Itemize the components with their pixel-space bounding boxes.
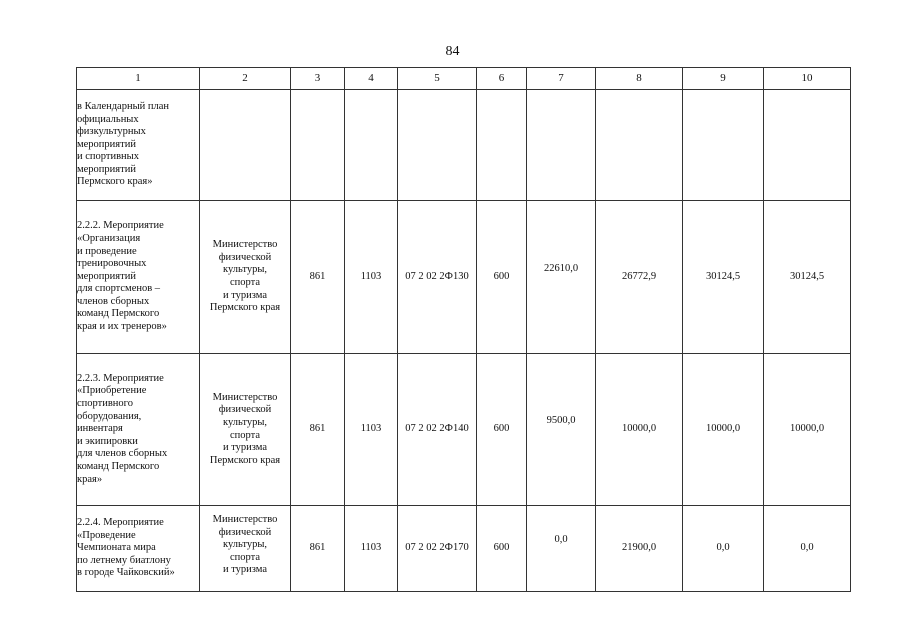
- cell-col-4: 1103: [345, 201, 398, 354]
- cell-col-7-value: 22610,0: [543, 262, 579, 274]
- cell-col-7: [527, 90, 596, 201]
- cell-col-3: 861: [291, 506, 345, 592]
- table-row: [77, 506, 851, 592]
- cell-col-5: [398, 90, 477, 201]
- cell-col-10: 10000,0: [764, 354, 851, 506]
- cell-col-3: 861: [291, 354, 345, 506]
- table-row: [77, 90, 851, 201]
- org-cell: [200, 201, 291, 354]
- cell-col-8: 10000,0: [596, 354, 683, 506]
- column-header-2: 2: [200, 68, 291, 90]
- cell-col-8: [596, 90, 683, 201]
- org-cell: [200, 354, 291, 506]
- cell-col-7-value: 0,0: [554, 534, 568, 546]
- cell-col-3: 861: [291, 201, 345, 354]
- activity-name-cell: [77, 506, 200, 592]
- cell-col-7: [527, 201, 596, 354]
- column-header-1: 1: [77, 68, 200, 90]
- cell-col-10: 0,0: [764, 506, 851, 592]
- org-cell: [200, 90, 291, 201]
- cell-col-9: 0,0: [683, 506, 764, 592]
- responsible-org: Министерство физической культуры, спорта и туризма Пермского края: [209, 391, 281, 466]
- cell-col-5: 07 2 02 2Ф130: [398, 201, 477, 354]
- column-header-9: 9: [683, 68, 764, 90]
- cell-col-9: 10000,0: [683, 354, 764, 506]
- cell-col-6: 600: [477, 506, 527, 592]
- cell-col-7-value: 9500,0: [546, 415, 576, 427]
- column-header-7: 7: [527, 68, 596, 90]
- column-header-6: 6: [477, 68, 527, 90]
- activity-name: 2.2.2. Мероприятие «Организация и проведение тренировочных мероприятий для спортсменов – членов сборных команд Пермского края и их тренеров»: [77, 220, 167, 333]
- activity-name: 2.2.3. Мероприятие «Приобретение спортивного оборудования, инвентаря и экипировки для членов сборных команд Пермского края»: [77, 372, 168, 485]
- cell-col-3: [291, 90, 345, 201]
- cell-col-7: [527, 354, 596, 506]
- cell-col-9: 30124,5: [683, 201, 764, 354]
- budget-table: [76, 67, 851, 592]
- responsible-org: Министерство физической культуры, спорта и туризма: [212, 514, 278, 576]
- cell-col-10: [764, 90, 851, 201]
- column-header-8: 8: [596, 68, 683, 90]
- header-row: [77, 68, 851, 90]
- activity-name-cell: [77, 90, 200, 201]
- activity-name: в Календарный план официальных физкультурных мероприятий и спортивных мероприятий Пермского края»: [77, 100, 170, 188]
- column-header-5: 5: [398, 68, 477, 90]
- cell-col-9: [683, 90, 764, 201]
- table-row: [77, 354, 851, 506]
- activity-name-cell: [77, 354, 200, 506]
- responsible-org: Министерство физической культуры, спорта и туризма Пермского края: [209, 239, 281, 314]
- cell-col-8: 21900,0: [596, 506, 683, 592]
- activity-name: 2.2.4. Мероприятие «Проведение Чемпионата мира по летнему биатлону в городе Чайковский»: [77, 517, 175, 579]
- cell-col-4: [345, 90, 398, 201]
- cell-col-5: 07 2 02 2Ф170: [398, 506, 477, 592]
- cell-col-5: 07 2 02 2Ф140: [398, 354, 477, 506]
- cell-col-6: 600: [477, 201, 527, 354]
- column-header-4: 4: [345, 68, 398, 90]
- table-row: [77, 201, 851, 354]
- activity-name-cell: [77, 201, 200, 354]
- column-header-3: 3: [291, 68, 345, 90]
- page-number: 84: [445, 44, 460, 59]
- cell-col-6: 600: [477, 354, 527, 506]
- org-cell: [200, 506, 291, 592]
- cell-col-4: 1103: [345, 354, 398, 506]
- cell-col-6: [477, 90, 527, 201]
- cell-col-10: 30124,5: [764, 201, 851, 354]
- cell-col-4: 1103: [345, 506, 398, 592]
- column-header-10: 10: [764, 68, 851, 90]
- cell-col-7: [527, 506, 596, 592]
- cell-col-8: 26772,9: [596, 201, 683, 354]
